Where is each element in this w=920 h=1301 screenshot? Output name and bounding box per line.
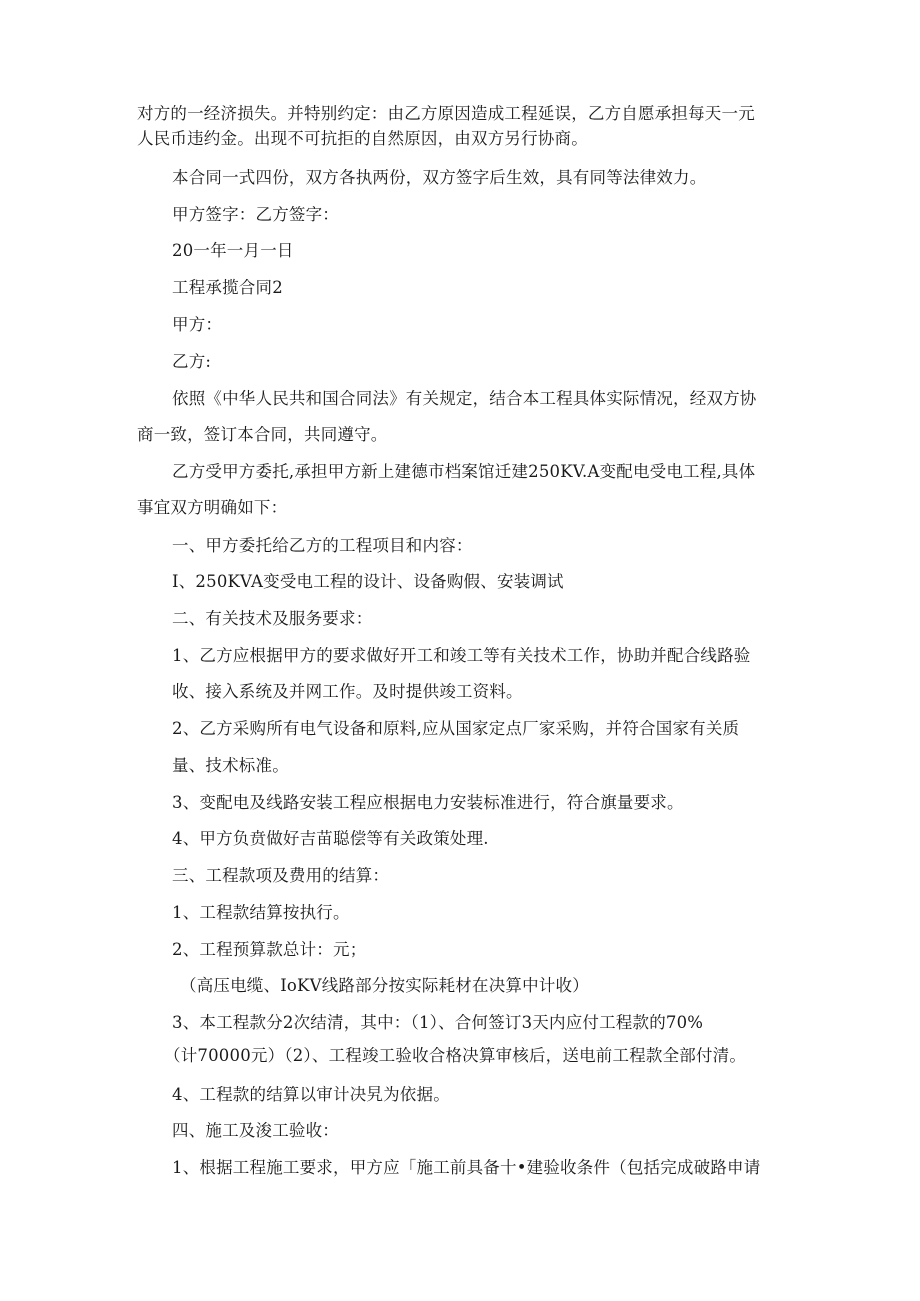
section-heading: 二、有关技术及服务要求： xyxy=(172,609,373,628)
date-line: 20一年一月一日 xyxy=(172,241,294,260)
text-line: 人民币违约金。出现不可抗拒的自然原因，由双方另行协商。 xyxy=(137,129,588,148)
text-line: 2、乙方采购所有电气设备和原料,应从国家定点厂家采购，并符合国家有关质 xyxy=(172,719,740,738)
party-a-line: 甲方： xyxy=(172,315,223,334)
text-line: 1、根据工程施工要求，甲方应「施工前具备十•建验收条件（包括完成破路申请 xyxy=(172,1158,761,1177)
section-heading: 三、工程款项及费用的结算： xyxy=(172,866,390,885)
text-line: 事宜双方明确如下： xyxy=(137,498,288,517)
text-line: 3、本工程款分2次结清，其中：（1）、合何签订3天内应付工程款的70% xyxy=(172,1013,704,1032)
text-line: 本合同一式四份，双方各执两份，双方签字后生效，具有同等法律效力。 xyxy=(172,168,707,187)
text-line: 4、甲方负贲做好吉苗聪偿等有关政策处理. xyxy=(172,829,489,848)
text-line: 3、变配电及线路安装工程应根据电力安装标准进行，符合旗量要求。 xyxy=(172,793,684,812)
text-line: 乙方受甲方委托,承担甲方新上建德市档案馆迁建250KV.A变配电受电工程,具体 xyxy=(172,462,756,481)
text-line: 依照《中华人民共和国合同法》有关规定，结合本工程具体实际情况，经双方协 xyxy=(172,389,757,408)
text-line: 商一致，签订本合同，共同遵守。 xyxy=(137,425,388,444)
signature-line: 甲方签字：乙方签字： xyxy=(172,205,339,224)
section-heading: 四、施工及浚工验收： xyxy=(172,1121,339,1140)
contract-title: 工程承揽合同2 xyxy=(172,278,283,297)
text-line: 量、技术标准。 xyxy=(172,756,289,775)
text-line: 2、工程预算款总计：元； xyxy=(172,940,367,959)
text-line: I、250KVA变受电工程的设计、设备购假、安装调试 xyxy=(172,572,564,591)
text-line: 1、工程款结算按执行。 xyxy=(172,903,350,922)
text-line: 4、工程款的结算以审计决旯为依据。 xyxy=(172,1085,450,1104)
section-heading: 一、甲方委托给乙方的工程项目和内容： xyxy=(172,536,473,555)
text-line: 对方的一经济损失。并特别约定：由乙方原因造成工程延误，乙方自愿承担每天一元 xyxy=(137,104,755,123)
text-line: 收、接入系统及并网工作。及时提供竣工资料。 xyxy=(172,682,523,701)
text-line: 1、乙方应根据甲方的要求做好开工和竣工等有关技术工作，协助并配合线路验 xyxy=(172,646,751,665)
text-line: （高压电缆、IoKV线路部分按实际耗材在决算中计收） xyxy=(180,976,589,995)
text-line: （计70000元）（2）、工程竣工验收合格决算审核后，送电前工程款全部付清。 xyxy=(164,1046,747,1065)
party-b-line: 乙方: xyxy=(172,352,212,371)
